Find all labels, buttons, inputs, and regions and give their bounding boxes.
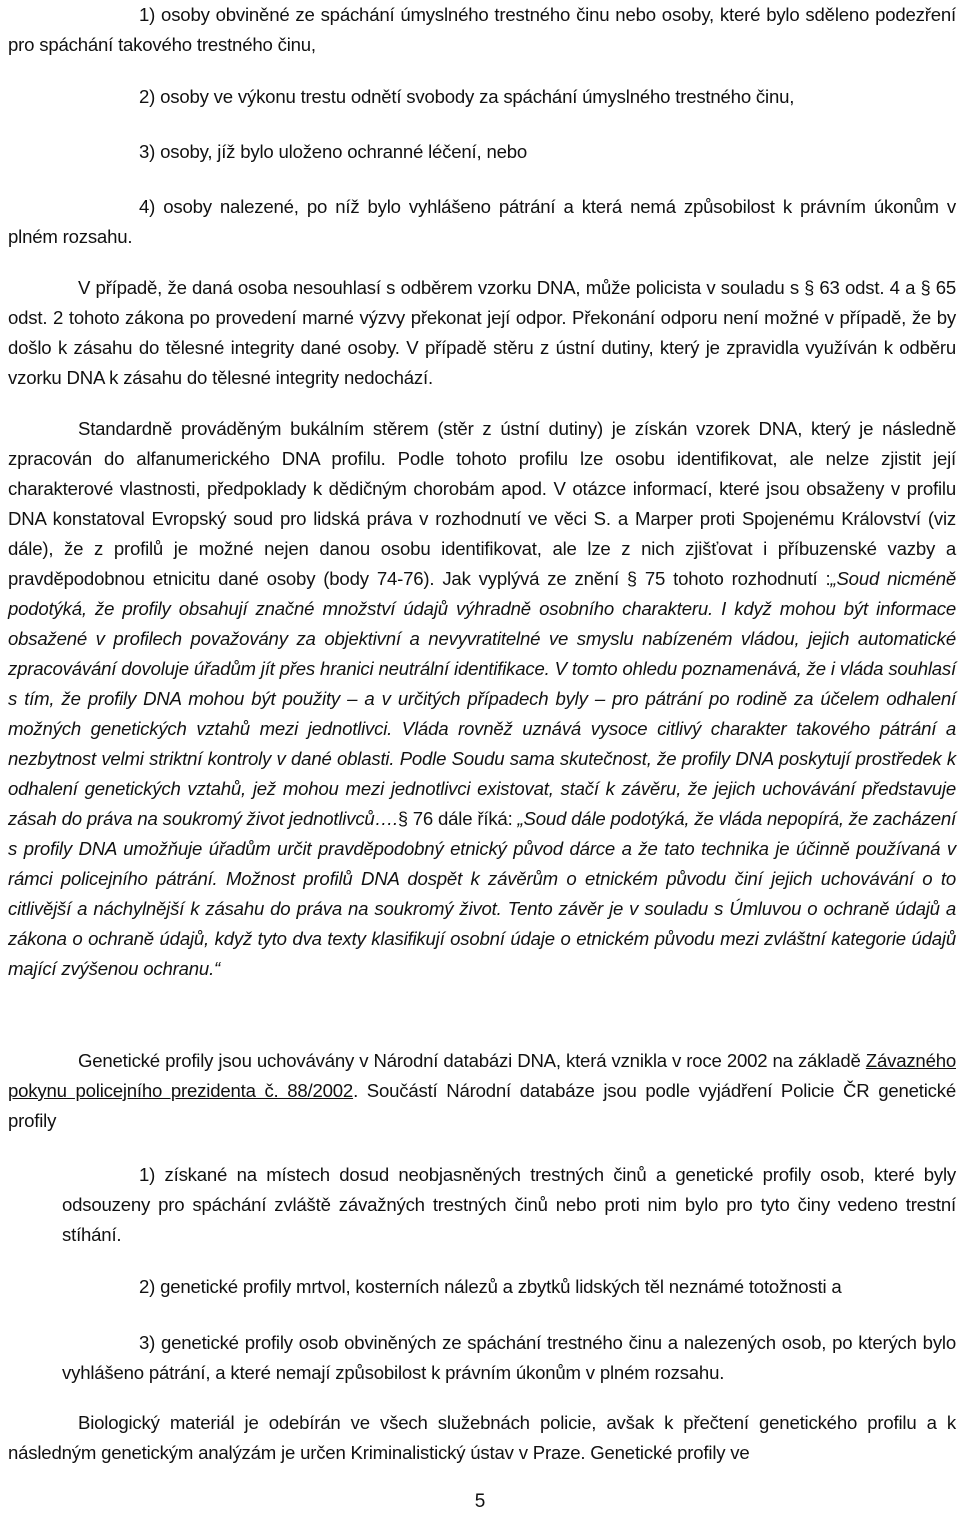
section-sign: § [920, 278, 931, 298]
regulation-link[interactable]: Závazného pokynu policejního prezidenta č. 88/2002 [8, 1050, 956, 1101]
list-item-1 [8, 0, 956, 60]
section-sign: § [397, 809, 408, 829]
database-item-3 [62, 1328, 956, 1388]
paragraph-text: Standardně prováděným bukálním stěrem (stěr z ústní dutiny) je získán vzorek DNA, který je následně zpracován do alfanumerického DNA profilu. Podle tohoto profilu lze osobu identifikovat, ale nelze zjistit její charakterové vlastnosti, předpoklady k dědičným chorobám apod. V otázce informací, které jsou obsaženy v profilu DNA konstatoval Evropský soud pro lidská práva v rozhodnutí ve věci S. a Marper proti Spojenému Království (viz dále), že z profilů je možné nejen danou osobu identifikovat, ale lze z nich zjišťovat i příbuzenské vazby a pravděpodobnou etnicitu dané osoby (body 74-76). Jak vyplývá ze znění [8, 418, 956, 589]
paragraph-text: 76 dále říká: [407, 808, 518, 829]
section-sign: § [804, 278, 815, 298]
paragraph-biological-material [8, 1408, 956, 1468]
paragraph-text: 63 odst. 4 a [814, 277, 921, 298]
database-item-1-text: 1) získané na místech dosud neobjasněných trestných činů a genetické profily osob, které byly odsouzeny pro spáchání zvláště závažných trestných činů nebo proti nim bylo pro tyto činy vedeno trestní stíhání. [62, 1164, 956, 1245]
database-item-3-text: 3) genetické profily osob obviněných ze spáchání trestného činu a nalezených osob, po kterých bylo vyhlášeno pátrání, a které nemají způsobilost k právním úkonům v plném rozsahu. [62, 1332, 956, 1383]
list-item-4-text: 4) osoby nalezené, po níž bylo vyhlášeno pátrání a která nemá způsobilost k právním úkonům v plném rozsahu. [8, 196, 956, 247]
list-item-3-text: 3) osoby, jíž bylo uloženo ochranné léčení, nebo [139, 141, 528, 162]
page-number: 5 [474, 1491, 486, 1512]
database-item-2 [139, 1272, 956, 1302]
list-item-2-text: 2) osoby ve výkonu trestu odnětí svobody za spáchání úmyslného trestného činu, [139, 86, 795, 107]
paragraph-dna-refusal [8, 273, 956, 393]
paragraph-text: 75 tohoto rozhodnutí : [636, 568, 831, 589]
paragraph-national-database [8, 1046, 956, 1136]
paragraph-standard-swab [8, 414, 956, 984]
list-item-4 [8, 192, 956, 252]
court-quote-75: „Soud nicméně podotýká, že profily obsahují značné množství údajů výhradně osobního charakteru. I když mohou být informace obsažené v profilech považovány za objektivní a nevyvratitelné ve smyslu nabízeném vládou, jejich automatické zpracovávání dovoluje úřadům jít přes hranici neutrální identifikace. V tomto ohledu poznamenává, že i vláda souhlasí s tím, že profily DNA mohou být použity – a v určitých případech byly – pro pátrání po rodině za účelem odhalení možných genetických vztahů mezi jednotlivci. Vláda rovněž uznává vysoce citlivý charakter takového pátrání a nezbytnost velmi striktní kontroly v dané oblasti. Podle Soudu sama skutečnost, že profily DNA poskytují prostředek k odhalení genetických vztahů, jež mohou mezi jednotlivci existovat, stačí k závěru, že jejich uchovávání představuje zásah do práva na soukromý život jednotlivců…. [8, 568, 956, 829]
list-item-1-text: 1) osoby obviněné ze spáchání úmyslného trestného činu nebo osoby, které bylo sděleno podezření pro spáchání takového trestného činu, [8, 4, 956, 55]
database-item-2-text: 2) genetické profily mrtvol, kosterních nálezů a zbytků lidských těl neznámé totožnosti a [139, 1276, 842, 1297]
paragraph-text: Biologický materiál je odebírán ve všech služebnách policie, avšak k přečtení genetického profilu a k následným genetickým analýzám je určen Kriminalistický ústav v Praze. Genetické profily ve [8, 1412, 956, 1463]
paragraph-text: Genetické profily jsou uchovávány v Národní databázi DNA, která vznikla v roce 2002 na základě [78, 1050, 866, 1071]
list-item-3 [139, 137, 939, 167]
paragraph-text: V případě, že daná osoba nesouhlasí s odběrem vzorku DNA, může policista v souladu s [78, 277, 805, 298]
database-item-1 [62, 1160, 956, 1250]
paragraph-text: 65 odst. 2 tohoto zákona po provedení marné výzvy překonat její odpor. Překonání odporu není možné v případě, že by došlo k zásahu do tělesné integrity dané osoby. V případě stěru z ústní dutiny, který je zpravidla využíván k odběru vzorku DNA k zásahu do tělesné integrity nedochází. [8, 277, 956, 388]
paragraph-text: . Součástí Národní databáze jsou podle vyjádření Policie ČR genetické profily [8, 1080, 956, 1131]
list-item-2 [139, 82, 939, 112]
court-quote-76: „Soud dále podotýká, že vláda nepopírá, že zacházení s profily DNA umožňuje úřadům určit pravděpodobný etnický původ dárce a že tato technika je účinně používaná v rámci policejního pátrání. Možnost profilů DNA dospět k závěrům o etnickém původu činí jejich uchovávání o to citlivější a náchylnější k zásahu do práva na soukromý život. Tento závěr je v souladu s Úmluvou o ochraně údajů a zákona o ochraně údajů, když tyto dva texty klasifikují osobní údaje o etnickém původu mezi zvláštní kategorie údajů mající zvýšenou ochranu.“ [8, 808, 956, 979]
section-sign: § [627, 569, 637, 589]
